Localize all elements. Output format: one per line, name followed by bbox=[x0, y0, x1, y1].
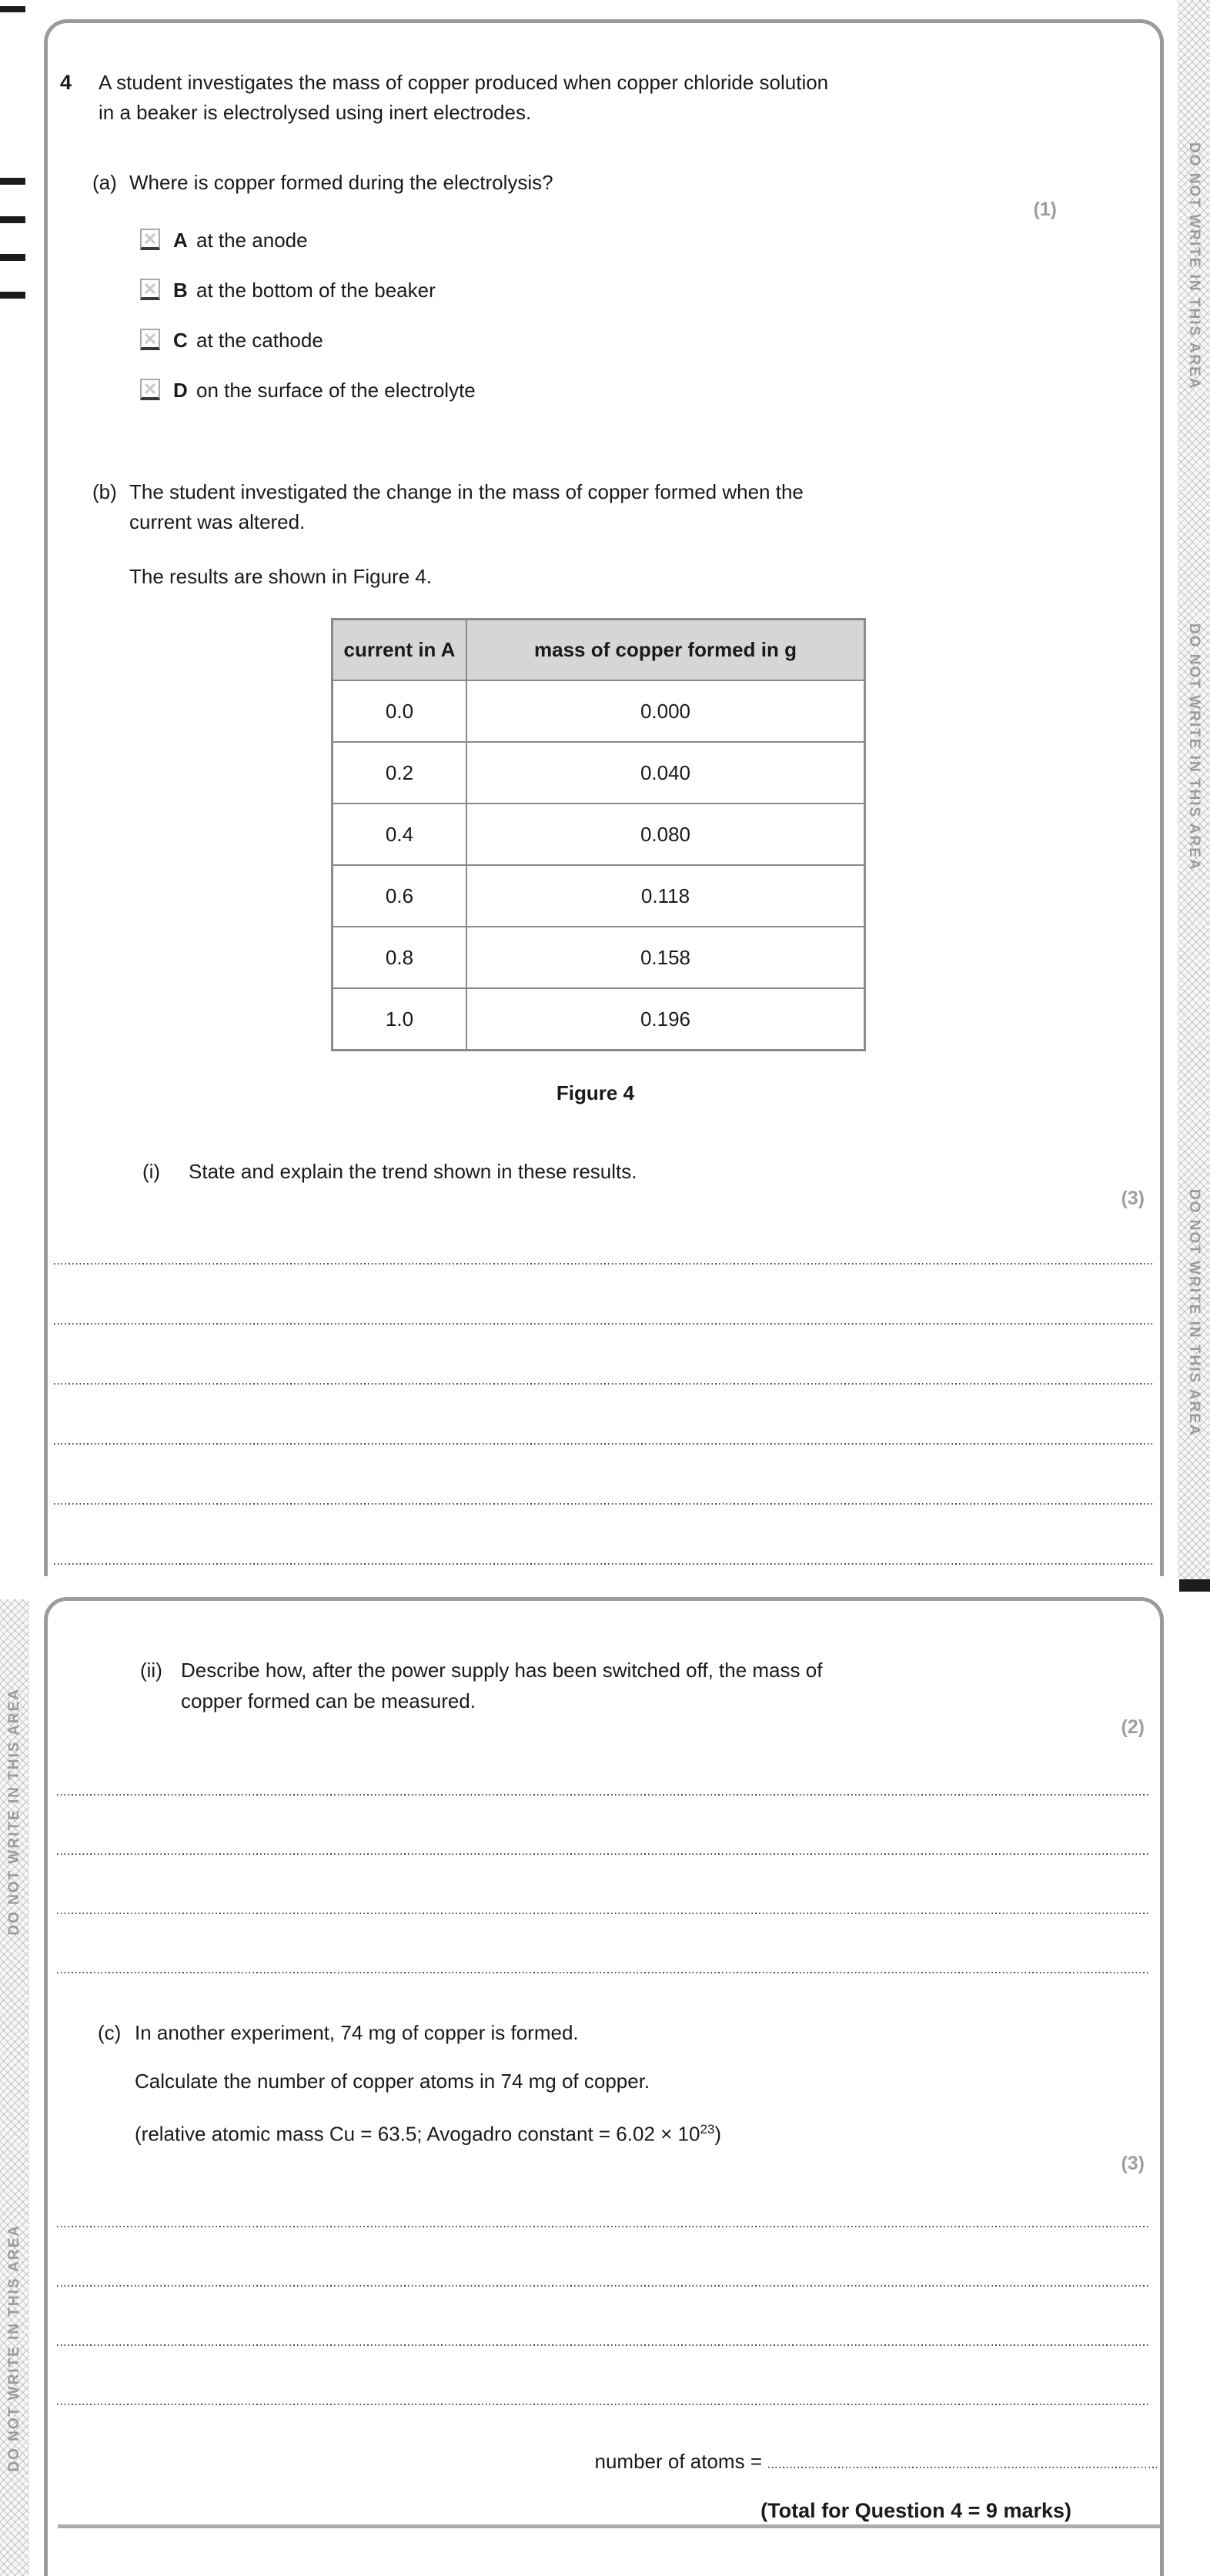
part-b-line1: The student investigated the change in the mass of copper formed when the bbox=[129, 480, 804, 503]
do-not-write-text: DO NOT WRITE IN THIS AREA bbox=[1186, 623, 1202, 871]
option-row-d bbox=[140, 379, 476, 405]
cell-current: 0.8 bbox=[333, 927, 467, 988]
cell-mass: 0.040 bbox=[466, 742, 865, 804]
cell-current: 0.6 bbox=[333, 865, 467, 927]
answer-line[interactable] bbox=[57, 1853, 1151, 1855]
table-row bbox=[333, 988, 865, 1051]
part-c-label: (c) bbox=[98, 2021, 122, 2044]
cell-mass: 0.080 bbox=[466, 804, 865, 865]
answer-line[interactable] bbox=[54, 1322, 1154, 1325]
exam-page-1 bbox=[44, 19, 1164, 1576]
part-b-ii-question bbox=[140, 1655, 1066, 1716]
option-row-c bbox=[140, 329, 323, 355]
table-row bbox=[333, 927, 865, 988]
answer-line[interactable] bbox=[57, 1793, 1151, 1796]
answer-label: number of atoms = bbox=[594, 2450, 762, 2473]
do-not-write-margin-left bbox=[0, 1599, 29, 2576]
part-b-i-question bbox=[142, 1157, 637, 1187]
exam-page-2 bbox=[44, 1597, 1164, 2576]
cell-current: 1.0 bbox=[333, 988, 467, 1051]
part-c-marks: (3) bbox=[1121, 2153, 1145, 2174]
answer-line[interactable] bbox=[57, 1971, 1151, 1973]
part-b-ii-marks: (2) bbox=[1121, 1716, 1145, 1738]
do-not-write-text: DO NOT WRITE IN THIS AREA bbox=[1186, 1189, 1202, 1437]
option-text: on the surface of the electrolyte bbox=[196, 379, 476, 402]
figure-caption: Figure 4 bbox=[556, 1081, 635, 1104]
answer-line[interactable] bbox=[57, 2403, 1151, 2405]
answer-line[interactable] bbox=[54, 1382, 1154, 1385]
answer-line[interactable] bbox=[54, 1442, 1154, 1445]
part-a-label: (a) bbox=[92, 171, 117, 194]
part-b-ii-label: (ii) bbox=[140, 1659, 162, 1682]
part-a-marks: (1) bbox=[1033, 199, 1057, 220]
table-header-row bbox=[333, 620, 865, 681]
cell-mass: 0.000 bbox=[466, 680, 865, 742]
option-row-a bbox=[140, 229, 308, 255]
answer-line[interactable] bbox=[57, 2284, 1151, 2287]
table-row bbox=[333, 804, 865, 865]
option-row-b bbox=[140, 279, 436, 305]
answer-checkbox-a[interactable]: ✕ bbox=[140, 229, 160, 250]
answer-line[interactable] bbox=[54, 1562, 1154, 1565]
registration-mark bbox=[0, 178, 25, 185]
results-note: The results are shown in Figure 4. bbox=[129, 565, 433, 588]
part-b-ii-line2: copper formed can be measured. bbox=[181, 1689, 476, 1712]
answer-line[interactable] bbox=[57, 2344, 1151, 2346]
column-header-current: current in A bbox=[333, 620, 467, 681]
column-header-mass: mass of copper formed in g bbox=[466, 620, 865, 681]
answer-checkbox-b[interactable]: ✕ bbox=[140, 279, 160, 300]
registration-mark bbox=[0, 254, 25, 261]
part-b-i-label: (i) bbox=[142, 1160, 161, 1183]
part-c-question bbox=[98, 2018, 579, 2048]
part-c-data-superscript: 23 bbox=[700, 2122, 715, 2137]
answer-checkbox-d[interactable]: ✕ bbox=[140, 379, 160, 400]
part-b-label: (b) bbox=[92, 480, 117, 503]
part-b-i-marks: (3) bbox=[1121, 1188, 1145, 1209]
cell-current: 0.2 bbox=[333, 742, 467, 804]
table-row bbox=[333, 742, 865, 804]
answer-checkbox-c[interactable]: ✕ bbox=[140, 329, 160, 350]
question-total: (Total for Question 4 = 9 marks) bbox=[760, 2499, 1071, 2522]
option-letter: A bbox=[173, 229, 188, 252]
part-c-calculate: Calculate the number of copper atoms in 74 mg of copper. bbox=[135, 2070, 650, 2093]
part-c-data-prefix: (relative atomic mass Cu = 63.5; Avogadro constant = 6.02 × 10 bbox=[135, 2122, 700, 2146]
registration-mark bbox=[0, 6, 25, 12]
answer-line[interactable] bbox=[54, 1262, 1154, 1265]
part-b-ii-line1: Describe how, after the power supply has been switched off, the mass of bbox=[181, 1659, 823, 1682]
do-not-write-text: DO NOT WRITE IN THIS AREA bbox=[6, 2224, 22, 2472]
question-end-rule bbox=[58, 2524, 1160, 2528]
cell-mass: 0.196 bbox=[466, 988, 865, 1051]
cell-current: 0.4 bbox=[333, 804, 467, 865]
part-c-data-suffix: ) bbox=[714, 2122, 722, 2146]
registration-mark bbox=[0, 216, 25, 223]
question-intro bbox=[60, 68, 1099, 128]
question-intro-line2: in a beaker is electrolysed using inert electrodes. bbox=[99, 101, 532, 124]
table-row bbox=[333, 680, 865, 742]
question-number: 4 bbox=[60, 71, 72, 94]
option-text: at the bottom of the beaker bbox=[196, 279, 436, 302]
do-not-write-text: DO NOT WRITE IN THIS AREA bbox=[1186, 142, 1202, 390]
registration-mark bbox=[0, 292, 25, 299]
table-row bbox=[333, 865, 865, 927]
cell-mass: 0.158 bbox=[466, 927, 865, 988]
option-text: at the cathode bbox=[196, 329, 323, 352]
answer-line[interactable] bbox=[54, 1502, 1154, 1505]
cell-mass: 0.118 bbox=[466, 865, 865, 927]
part-b-line2: current was altered. bbox=[129, 510, 306, 533]
option-letter: D bbox=[173, 379, 188, 402]
do-not-write-margin-right bbox=[1178, 0, 1210, 1579]
option-letter: B bbox=[173, 279, 188, 302]
option-letter: C bbox=[173, 329, 188, 352]
part-b-i-text: State and explain the trend shown in these results. bbox=[189, 1160, 637, 1183]
cell-current: 0.0 bbox=[333, 680, 467, 742]
question-intro-line1: A student investigates the mass of copper produced when copper chloride solution bbox=[99, 71, 829, 94]
option-text: at the anode bbox=[196, 229, 308, 252]
figure4-table bbox=[331, 618, 866, 1051]
part-a-text: Where is copper formed during the electrolysis? bbox=[129, 171, 553, 194]
answer-line[interactable] bbox=[57, 2225, 1151, 2227]
answer-line[interactable] bbox=[768, 2467, 1157, 2468]
part-b-question bbox=[92, 477, 1091, 537]
do-not-write-text: DO NOT WRITE IN THIS AREA bbox=[6, 1688, 22, 1936]
part-c-line1: In another experiment, 74 mg of copper is formed. bbox=[135, 2021, 579, 2044]
part-c-data bbox=[135, 2114, 721, 2150]
part-a-question bbox=[92, 168, 553, 198]
final-answer-row bbox=[54, 2450, 1157, 2474]
answer-line[interactable] bbox=[57, 1912, 1151, 1914]
